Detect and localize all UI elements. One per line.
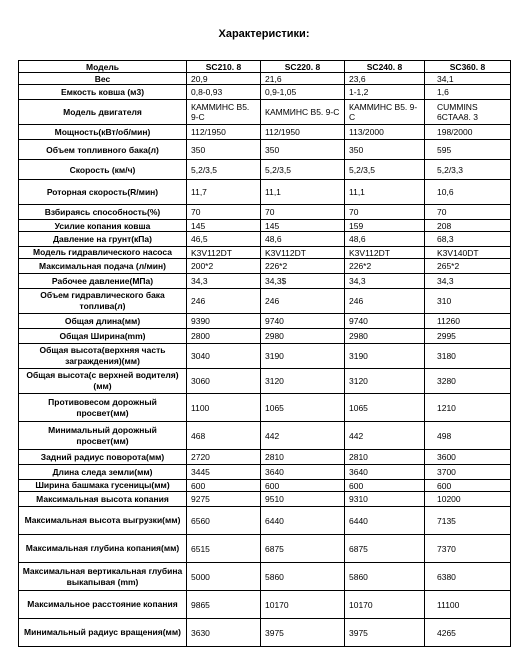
row-label: Общая длина(мм): [19, 314, 187, 329]
table-cell: 468: [187, 422, 261, 450]
table-cell: 11,7: [187, 180, 261, 205]
table-cell: 3975: [345, 619, 425, 647]
row-label: Максимальная вертикальная глубина выкапывая (mm): [19, 563, 187, 591]
table-row: [19, 507, 511, 535]
table-cell: 6560: [187, 507, 261, 535]
row-label: Усилие копания ковша: [19, 220, 187, 232]
row-label: Емкость ковша (м3): [19, 85, 187, 100]
table-row: [19, 344, 511, 369]
table-cell: 198/2000: [425, 125, 511, 140]
row-label: Максимальная глубина копания(мм): [19, 535, 187, 563]
table-cell: 34,3: [187, 274, 261, 289]
table-row: [19, 369, 511, 394]
row-label: Модель гидравлического насоса: [19, 247, 187, 259]
table-cell: 112/1950: [261, 125, 345, 140]
table-cell: 10200: [425, 492, 511, 507]
table-cell: K3V112DT: [187, 247, 261, 259]
table-cell: 498: [425, 422, 511, 450]
table-row: [19, 492, 511, 507]
table-cell: 145: [261, 220, 345, 232]
table-cell: 3120: [345, 369, 425, 394]
table-cell: 5860: [345, 563, 425, 591]
column-header: SC360. 8: [425, 61, 511, 73]
row-label: Задний радиус поворота(мм): [19, 450, 187, 465]
table-cell: 10170: [261, 591, 345, 619]
table-cell: 1100: [187, 394, 261, 422]
table-cell: 246: [187, 289, 261, 314]
table-cell: 159: [345, 220, 425, 232]
table-cell: 7135: [425, 507, 511, 535]
table-cell: 600: [425, 480, 511, 492]
table-cell: 3640: [345, 465, 425, 480]
table-cell: 2720: [187, 450, 261, 465]
table-row: [19, 140, 511, 160]
table-row: [19, 180, 511, 205]
table-row: [19, 422, 511, 450]
table-cell: 3975: [261, 619, 345, 647]
table-cell: 1-1,2: [345, 85, 425, 100]
table-cell: 2810: [345, 450, 425, 465]
table-cell: 145: [187, 220, 261, 232]
table-row: [19, 160, 511, 180]
table-cell: 6440: [261, 507, 345, 535]
row-label: Давление на грунт(кПа): [19, 232, 187, 247]
table-cell: 3040: [187, 344, 261, 369]
row-label: Модель двигателя: [19, 100, 187, 125]
table-cell: 9510: [261, 492, 345, 507]
table-cell: CUMMINS 6CTAA8. 3: [425, 100, 511, 125]
table-cell: 200*2: [187, 259, 261, 274]
table-cell: 11,1: [261, 180, 345, 205]
row-label: Противовесом дорожный просвет(мм): [19, 394, 187, 422]
table-cell: 3640: [261, 465, 345, 480]
table-cell: 1065: [345, 394, 425, 422]
table-cell: 3060: [187, 369, 261, 394]
table-cell: 7370: [425, 535, 511, 563]
table-cell: 6440: [345, 507, 425, 535]
row-label: Мощность(кВт/об/мин): [19, 125, 187, 140]
column-header: SC240. 8: [345, 61, 425, 73]
table-row: [19, 205, 511, 220]
table-cell: 0,8-0,93: [187, 85, 261, 100]
table-cell: 5,2/3,3: [425, 160, 511, 180]
table-row: [19, 619, 511, 647]
table-cell: 3190: [345, 344, 425, 369]
table-cell: 11,1: [345, 180, 425, 205]
table-cell: 23,6: [345, 73, 425, 85]
table-row: [19, 232, 511, 247]
table-cell: 350: [187, 140, 261, 160]
table-row: [19, 100, 511, 125]
table-cell: 6875: [345, 535, 425, 563]
table-cell: 3600: [425, 450, 511, 465]
table-cell: 600: [345, 480, 425, 492]
table-cell: 3120: [261, 369, 345, 394]
table-cell: 246: [345, 289, 425, 314]
table-cell: 5,2/3,5: [187, 160, 261, 180]
table-cell: 442: [261, 422, 345, 450]
table-cell: 226*2: [345, 259, 425, 274]
table-row: [19, 85, 511, 100]
table-cell: 70: [345, 205, 425, 220]
table-cell: 350: [345, 140, 425, 160]
table-cell: 2800: [187, 329, 261, 344]
table-row: [19, 220, 511, 232]
table-row: [19, 329, 511, 344]
row-label: Минимальный радиус вращения(мм): [19, 619, 187, 647]
table-cell: 9390: [187, 314, 261, 329]
table-body: [19, 73, 511, 647]
table-cell: 350: [261, 140, 345, 160]
row-label: Взбираясь способность(%): [19, 205, 187, 220]
spec-table: [18, 60, 511, 647]
table-cell: K3V112DT: [261, 247, 345, 259]
table-cell: 46,5: [187, 232, 261, 247]
column-header: SC210. 8: [187, 61, 261, 73]
row-label: Вес: [19, 73, 187, 85]
table-cell: 3445: [187, 465, 261, 480]
table-cell: 246: [261, 289, 345, 314]
table-row: [19, 465, 511, 480]
table-cell: 70: [425, 205, 511, 220]
table-cell: 5860: [261, 563, 345, 591]
table-cell: 6875: [261, 535, 345, 563]
page-title: Характеристики:: [218, 28, 310, 40]
table-cell: 70: [187, 205, 261, 220]
table-cell: 2810: [261, 450, 345, 465]
table-cell: 9275: [187, 492, 261, 507]
table-cell: 600: [261, 480, 345, 492]
table-cell: 5,2/3,5: [261, 160, 345, 180]
table-cell: 3280: [425, 369, 511, 394]
table-cell: 2980: [261, 329, 345, 344]
table-cell: 48,6: [261, 232, 345, 247]
row-label: Рабочее давление(МПа): [19, 274, 187, 289]
table-row: [19, 259, 511, 274]
table-cell: 5000: [187, 563, 261, 591]
table-cell: 310: [425, 289, 511, 314]
table-cell: 20,9: [187, 73, 261, 85]
row-label: Общая высота(верхняя часть заграждения)(мм): [19, 344, 187, 369]
table-cell: 442: [345, 422, 425, 450]
table-row: [19, 591, 511, 619]
table-cell: 112/1950: [187, 125, 261, 140]
table-row: [19, 450, 511, 465]
table-cell: 11100: [425, 591, 511, 619]
table-cell: 0,9-1,05: [261, 85, 345, 100]
table-row: [19, 314, 511, 329]
table-cell: 9865: [187, 591, 261, 619]
table-row: [19, 289, 511, 314]
table-cell: 21,6: [261, 73, 345, 85]
table-row: [19, 247, 511, 259]
table-cell: КАММИНС B5. 9-C: [187, 100, 261, 125]
table-cell: 3700: [425, 465, 511, 480]
table-row: [19, 274, 511, 289]
table-cell: 3190: [261, 344, 345, 369]
table-row: [19, 480, 511, 492]
table-row: [19, 394, 511, 422]
row-label: Максимальная подача (л/мин): [19, 259, 187, 274]
row-label: Длина следа земли(мм): [19, 465, 187, 480]
row-label: Роторная скорость(R/мин): [19, 180, 187, 205]
table-cell: 1065: [261, 394, 345, 422]
table-row: [19, 563, 511, 591]
row-label: Максимальная высота копания: [19, 492, 187, 507]
table-cell: K3V140DT: [425, 247, 511, 259]
table-cell: 34,3$: [261, 274, 345, 289]
table-row: [19, 535, 511, 563]
table-cell: 595: [425, 140, 511, 160]
table-cell: 265*2: [425, 259, 511, 274]
table-cell: 6515: [187, 535, 261, 563]
table-cell: 9740: [261, 314, 345, 329]
table-cell: КАММИНС B5. 9-C: [345, 100, 425, 125]
table-cell: 34,1: [425, 73, 511, 85]
row-label: Объем топливного бака(л): [19, 140, 187, 160]
table-cell: 208: [425, 220, 511, 232]
table-header-row: [19, 61, 511, 73]
table-cell: 5,2/3,5: [345, 160, 425, 180]
table-row: [19, 125, 511, 140]
table-cell: 2980: [345, 329, 425, 344]
table-cell: 70: [261, 205, 345, 220]
table-cell: 3180: [425, 344, 511, 369]
table-cell: КАММИНС B5. 9-C: [261, 100, 345, 125]
table-cell: 1,6: [425, 85, 511, 100]
table-cell: 10170: [345, 591, 425, 619]
row-label: Ширина башмака гусеницы(мм): [19, 480, 187, 492]
table-cell: 4265: [425, 619, 511, 647]
table-cell: 48,6: [345, 232, 425, 247]
table-cell: 113/2000: [345, 125, 425, 140]
table-cell: 3630: [187, 619, 261, 647]
table-cell: 1210: [425, 394, 511, 422]
row-label: Скорость (км/ч): [19, 160, 187, 180]
row-label: Максимальная высота выгрузки(мм): [19, 507, 187, 535]
table-cell: 11260: [425, 314, 511, 329]
table-cell: 600: [187, 480, 261, 492]
column-header: Модель: [19, 61, 187, 73]
table-row: [19, 73, 511, 85]
column-header: SC220. 8: [261, 61, 345, 73]
table-cell: 226*2: [261, 259, 345, 274]
row-label: Объем гидравлического бака топлива(л): [19, 289, 187, 314]
table-cell: 2995: [425, 329, 511, 344]
table-cell: 68,3: [425, 232, 511, 247]
row-label: Минимальный дорожный просвет(мм): [19, 422, 187, 450]
row-label: Общая Ширина(mm): [19, 329, 187, 344]
table-cell: K3V112DT: [345, 247, 425, 259]
table-cell: 6380: [425, 563, 511, 591]
table-cell: 34,3: [425, 274, 511, 289]
row-label: Максимальное расстояние копания: [19, 591, 187, 619]
table-cell: 10,6: [425, 180, 511, 205]
row-label: Общая высота(с верхней водителя)(мм): [19, 369, 187, 394]
table-cell: 9310: [345, 492, 425, 507]
table-cell: 9740: [345, 314, 425, 329]
table-cell: 34,3: [345, 274, 425, 289]
